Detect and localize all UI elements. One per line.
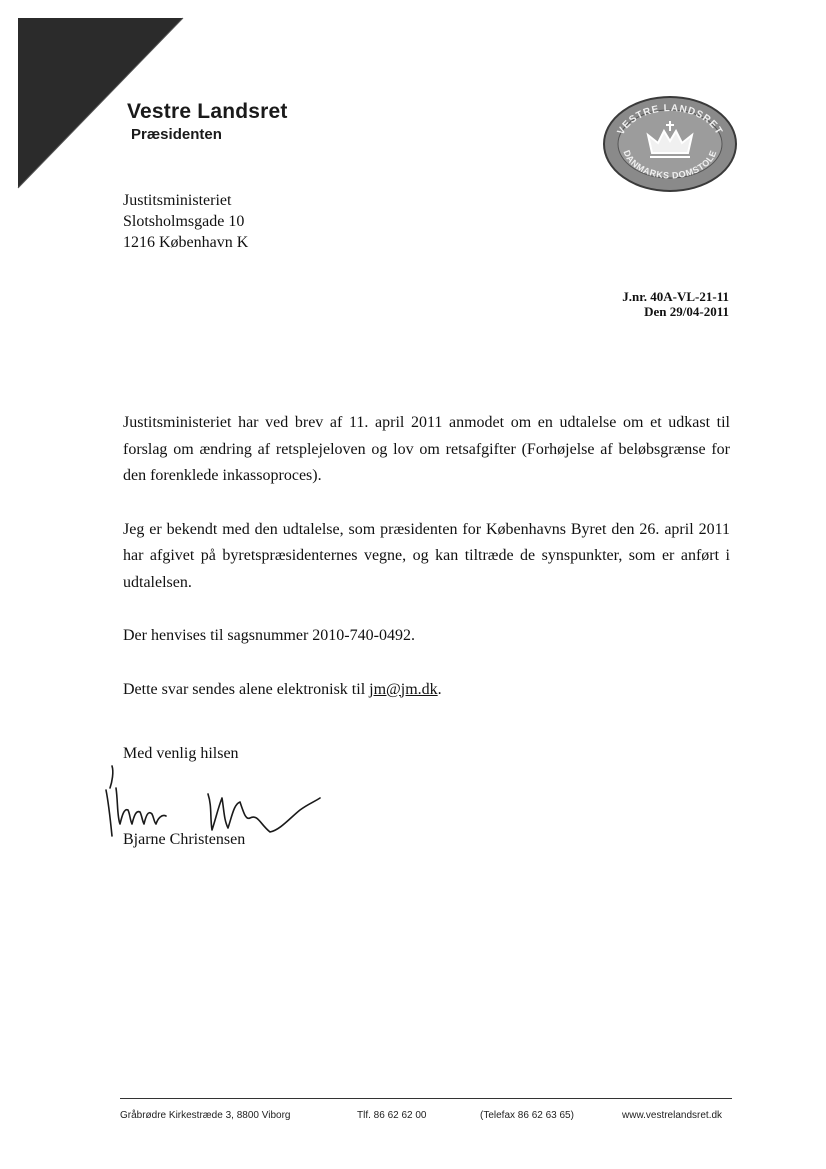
- body-paragraph-email: [123, 677, 730, 704]
- recipient-name: Justitsministeriet: [123, 192, 232, 209]
- corner-triangle-decoration: [0, 0, 190, 195]
- signer-name: Bjarne Christensen: [123, 831, 246, 848]
- body-paragraph: Der henvises til sagsnummer 2010-740-0492.: [123, 627, 415, 644]
- closing-greeting: Med venlig hilsen: [123, 745, 239, 762]
- letter-date: Den 29/04-2011: [644, 304, 729, 319]
- recipient-city: 1216 København K: [123, 234, 249, 251]
- recipient-address: [123, 190, 248, 253]
- email-suffix: .: [437, 680, 442, 698]
- org-name: Vestre Landsret: [127, 100, 288, 123]
- letter-body: [123, 410, 730, 703]
- seal-text-bottom: DANMARKS DOMSTOLE: [621, 148, 719, 181]
- footer-phone: Tlf. 86 62 62 00: [357, 1110, 427, 1121]
- footer-fax: (Telefax 86 62 63 65): [480, 1110, 574, 1121]
- recipient-street: Slotsholmsgade 10: [123, 213, 245, 230]
- footer-website[interactable]: www.vestrelandsret.dk: [622, 1110, 723, 1121]
- footer-divider: [120, 1098, 732, 1099]
- org-subtitle: Præsidenten: [131, 126, 222, 143]
- email-link[interactable]: jm@jm.dk: [369, 680, 438, 698]
- email-prefix: Dette svar sendes alene elektronisk til: [123, 680, 370, 698]
- body-paragraph: Justitsministeriet har ved brev af 11. april 2011 anmodet om en udtalelse om et udkast til forslag om ændring af retsplejeloven og lov om retsafgifter (Forhøjelse af beløbsgrænse for den forenklede inkassoproces).: [123, 414, 730, 484]
- journal-number: J.nr. 40A-VL-21-11: [622, 289, 729, 304]
- footer-address: Gråbrødre Kirkestræde 3, 8800 Viborg: [120, 1110, 291, 1121]
- body-paragraph: Jeg er bekendt med den udtalelse, som præsidenten for Københavns Byret den 26. april 2011 har afgivet på byretspræsidenternes vegne, og kan tiltræde de synspunkter, som er anført i udtalelsen.: [123, 520, 730, 591]
- seal-text-top: VESTRE LANDSRET: [615, 102, 725, 138]
- reference-block: [622, 289, 729, 319]
- court-seal-stamp: [602, 95, 738, 193]
